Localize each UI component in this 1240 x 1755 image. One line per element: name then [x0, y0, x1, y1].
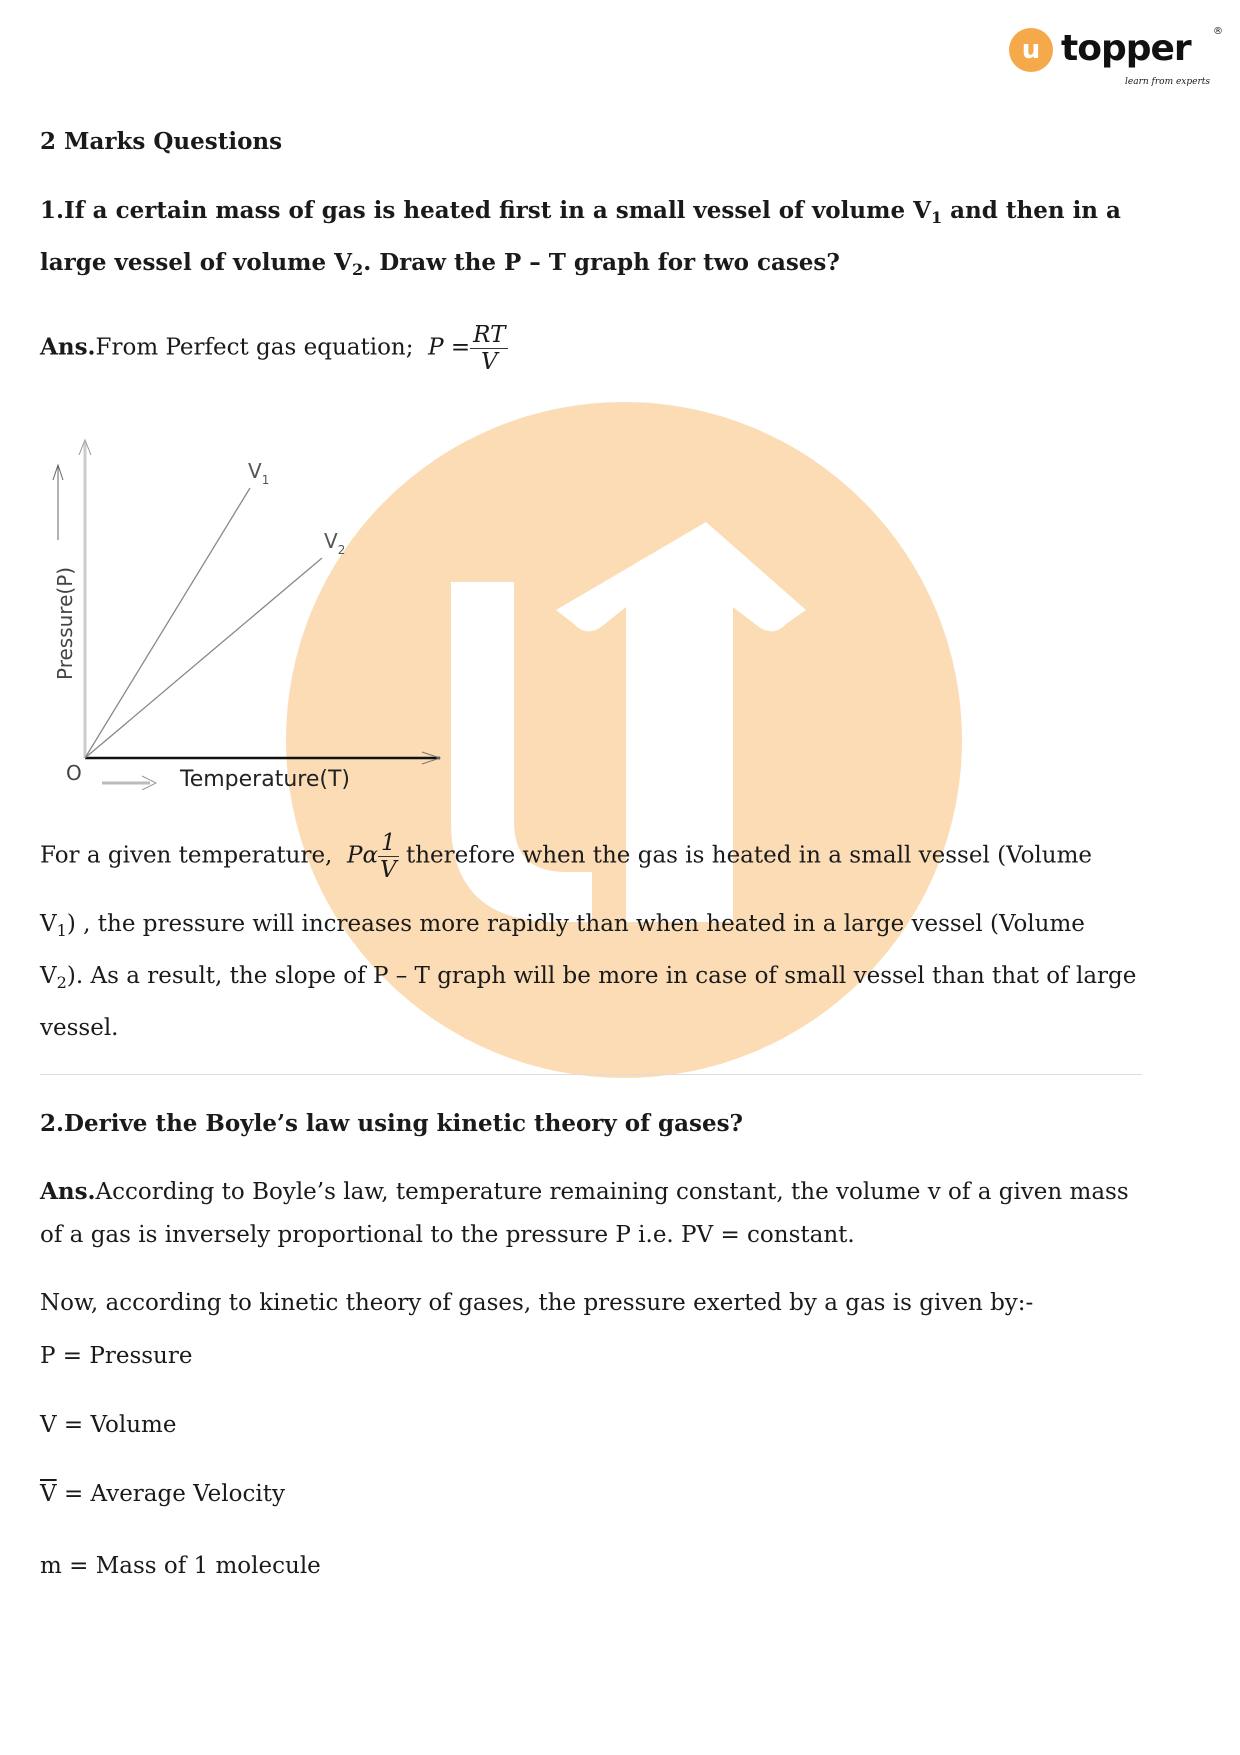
label-v2: $V_2$	[324, 529, 346, 557]
x-axis-label: Temperature(T)	[180, 767, 350, 790]
logo-mark: u	[1009, 28, 1053, 72]
paragraph-1-line-2: $V_1$) , the pressure will increases more rapidly than when heated in a large vessel (Volume	[40, 911, 1085, 940]
question-2: 2.Derive the Boyle’s law using kinetic theory of gases?	[40, 1110, 744, 1137]
question-1-line-1: 1.If a certain mass of gas is heated first in a small vessel of volume $V_1$ and then in a	[40, 197, 1121, 227]
answer-2-line-1: Ans.According to Boyle’s law, temperature remaining constant, the volume v of a given mass	[40, 1178, 1129, 1205]
definition-volume: V = Volume	[40, 1412, 177, 1438]
formula-fraction: $\frac{RT}{V}$	[470, 322, 508, 375]
label-v1: $V_1$	[248, 459, 270, 487]
logo-tagline: learn from experts	[1125, 77, 1211, 87]
paragraph-1-line-4: vessel.	[40, 1015, 119, 1041]
line-v2	[85, 558, 322, 758]
question-1-line-2: large vessel of volume $V_2$. Draw the P – T graph for two cases?	[40, 249, 840, 279]
topper-logo	[1005, 26, 1230, 92]
divider	[40, 1074, 1142, 1075]
answer-2-line-3: Now, according to kinetic theory of gases, the pressure exerted by a gas is given by:-	[40, 1290, 1034, 1316]
registered-mark: ®	[1213, 26, 1223, 37]
definition-mass: m = Mass of 1 molecule	[40, 1553, 321, 1579]
line-v1	[85, 488, 250, 758]
pt-graph	[40, 430, 460, 790]
answer-1: Ans.From Perfect gas equation; P = $\frac{RT}{V}$	[40, 322, 508, 375]
answer-2-line-2: of a gas is inversely proportional to the pressure P i.e. PV = constant.	[40, 1222, 855, 1248]
definition-average-velocity: $\overline{V}$ = Average Velocity	[40, 1481, 285, 1507]
y-axis-label: Pressure(P)	[53, 566, 77, 680]
origin-label: O	[66, 761, 82, 785]
section-title: 2 Marks Questions	[40, 128, 283, 155]
paragraph-1-line-1: For a given temperature, Pα $\frac{1}{V}$ therefore when the gas is heated in a small vessel (Volume	[40, 830, 1093, 883]
definition-pressure: P = Pressure	[40, 1343, 193, 1369]
formula-fraction: $\frac{1}{V}$	[378, 830, 399, 883]
logo-wordmark: topper	[1061, 28, 1191, 69]
paragraph-1-line-3: $V_2$). As a result, the slope of P – T graph will be more in case of small vessel than that of large	[40, 963, 1137, 992]
